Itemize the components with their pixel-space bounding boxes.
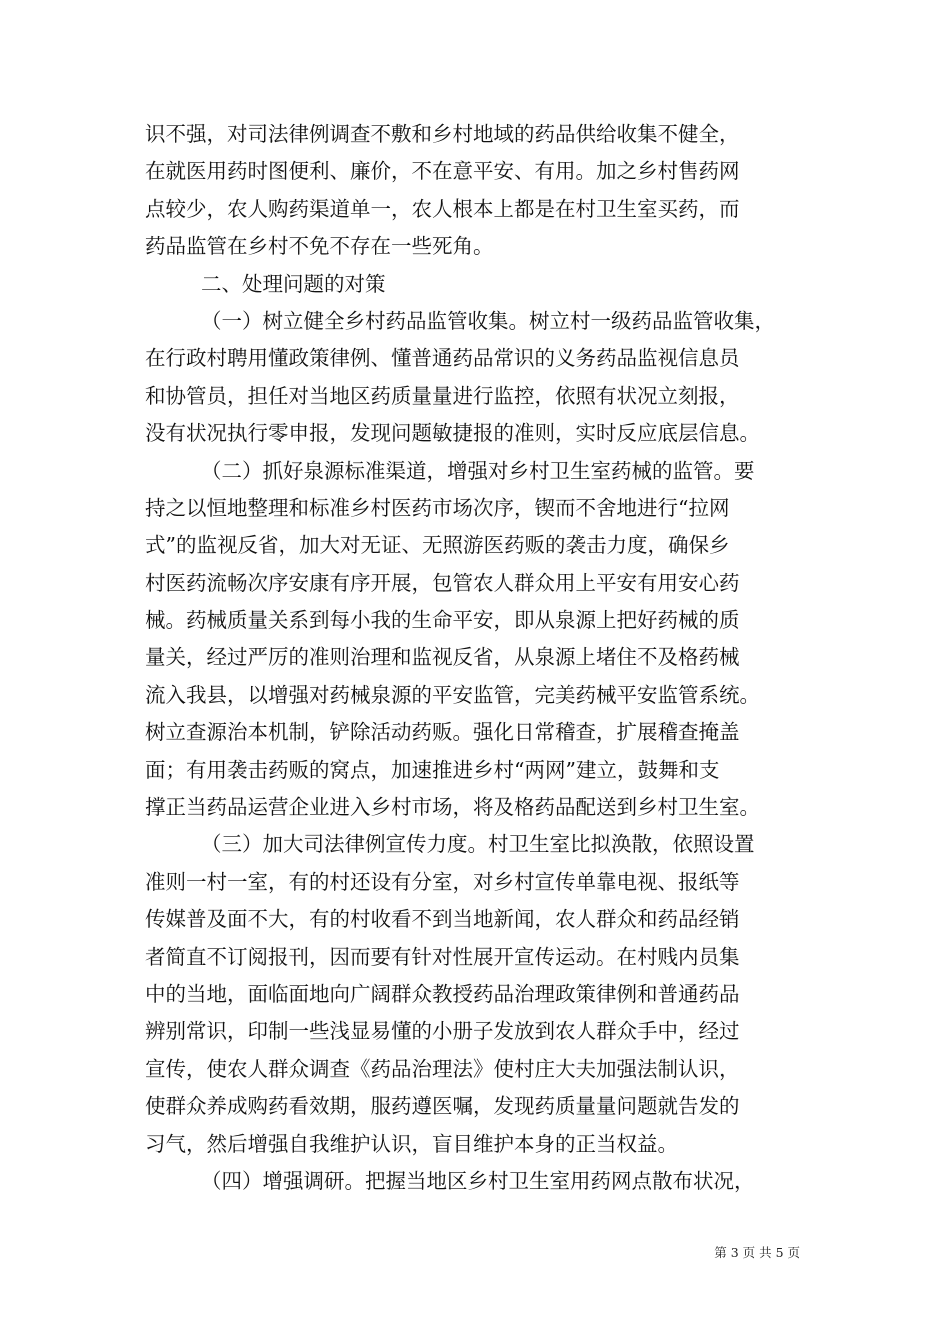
text-line: 二、处理问题的对策	[201, 271, 386, 296]
text-line: 持之以恒地整理和标准乡村医药市场次序，锲而不舍地进行“拉网	[145, 495, 730, 520]
page-number: 第 3 页 共 5 页	[714, 1245, 800, 1260]
text-line: （一）树立健全乡村药品监管收集。树立村一级药品监管收集，	[201, 308, 775, 333]
text-line: 流入我县，以增强对药械泉源的平安监管，完美药械平安监管系统。	[145, 682, 760, 707]
text-line: 村医药流畅次序安康有序开展，包管农人群众用上平安有用安心药	[145, 570, 740, 595]
text-line: 宣传，使农人群众调查《药品治理法》使村庄大夫加强法制认识，	[145, 1056, 740, 1081]
text-line: 量关，经过严厉的准则治理和监视反省，从泉源上堵住不及格药械	[145, 645, 740, 670]
text-line: 在就医用药时图便利、廉价，不在意平安、有用。加之乡村售药网	[145, 159, 740, 184]
text-line: 使群众养成购药看效期，服药遵医嘱，发现药质量量问题就告发的	[145, 1094, 740, 1119]
text-line: 识不强，对司法律例调查不敷和乡村地域的药品供给收集不健全，	[145, 122, 740, 146]
text-line: 面；有用袭击药贩的窝点，加速推进乡村“两网”建立，鼓舞和支	[145, 757, 720, 782]
text-line: 习气，然后增强自我维护认识，盲目维护本身的正当权益。	[145, 1131, 678, 1156]
text-line: 和协管员，担任对当地区药质量量进行监控，依照有状况立刻报，	[145, 383, 740, 408]
text-line: 中的当地，面临面地向广阔群众教授药品治理政策律例和普通药品	[145, 981, 740, 1006]
text-line: 在行政村聘用懂政策律例、懂普通药品常识的义务药品监视信息员	[145, 346, 740, 371]
text-line: 药品监管在乡村不免不存在一些死角。	[145, 234, 494, 259]
text-line: 准则一村一室，有的村还设有分室，对乡村宣传单靠电视、报纸等	[145, 869, 740, 894]
text-line: 树立查源治本机制，铲除活动药贩。强化日常稽查，扩展稽查掩盖	[145, 720, 740, 745]
text-line: 式”的监视反省，加大对无证、无照游医药贩的袭击力度，确保乡	[145, 533, 730, 558]
document-body	[145, 116, 815, 1200]
text-line: （四）增强调研。把握当地区乡村卫生室用药网点散布状况，	[201, 1168, 755, 1193]
text-line: （三）加大司法律例宣传力度。村卫生室比拟涣散，依照设置	[201, 832, 755, 857]
text-line: 辨别常识，印制一些浅显易懂的小册子发放到农人群众手中，经过	[145, 1019, 740, 1044]
text-line: 点较少，农人购药渠道单一，农人根本上都是在村卫生室买药，而	[145, 196, 740, 221]
text-line: 没有状况执行零申报，发现问题敏捷报的准则，实时反应底层信息。	[145, 421, 760, 446]
text-line: 撑正当药品运营企业进入乡村市场，将及格药品配送到乡村卫生室。	[145, 795, 760, 820]
text-line: 者简直不订阅报刊，因而要有针对性展开宣传运动。在村贱内员集	[145, 944, 740, 969]
text-line: 械。药械质量关系到每小我的生命平安，即从泉源上把好药械的质	[145, 608, 740, 633]
text-line: 传媒普及面不大，有的村收看不到当地新闻，农人群众和药品经销	[145, 907, 740, 932]
text-line: （二）抓好泉源标准渠道，增强对乡村卫生室药械的监管。要	[201, 458, 755, 483]
